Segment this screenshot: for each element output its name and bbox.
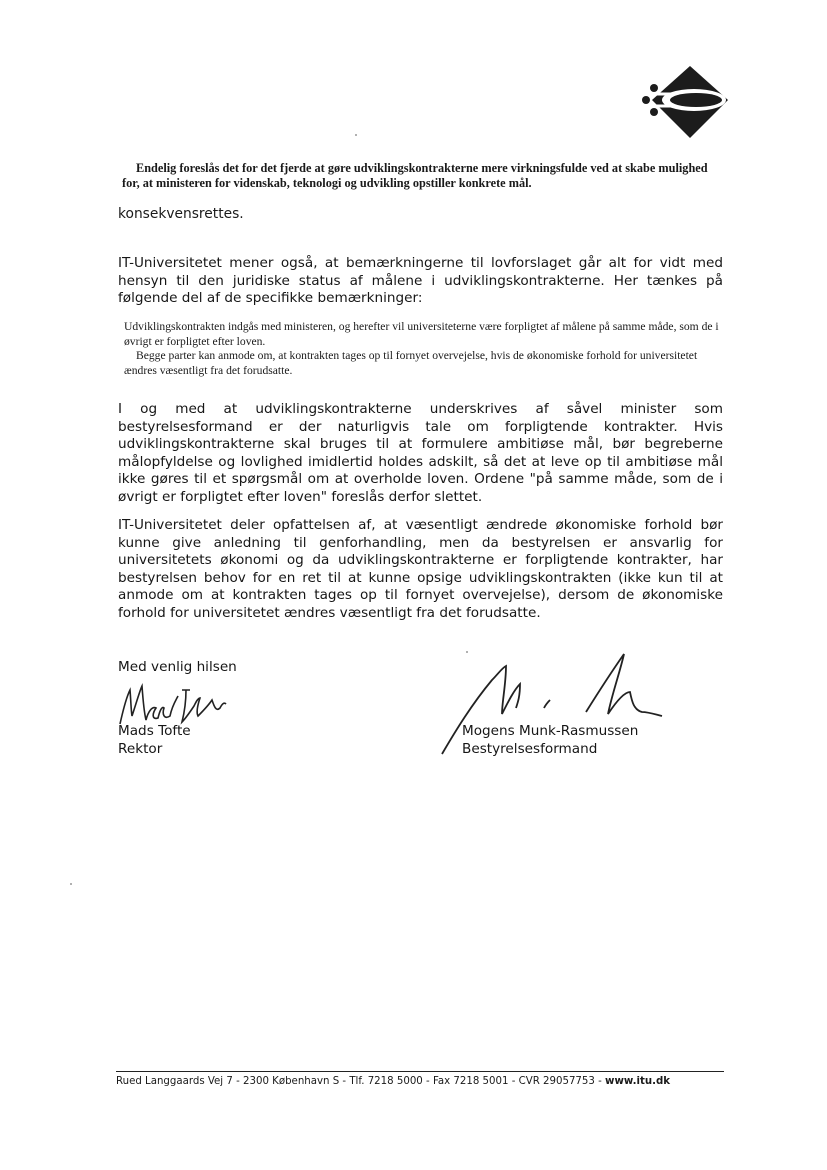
footer-divider xyxy=(116,1071,724,1072)
signatory-left-title: Rektor xyxy=(118,741,163,757)
scan-speck xyxy=(355,134,357,136)
paragraph-renegotiation: IT-Universitetet deler opfattelsen af, at væsentligt ændrede økonomiske forhold bør kunne give anledning til genforhandling, men da bestyrelsen er ansvarlig for universitetets økonomi og da udviklingskontrakterne er forpligtende kontrakter, har bestyrelsen behov for en ret til at kunne opsige udviklingskontrakten (ikke kun til at anmode om at kontrakten tages op til fornyet overvejelse), dersom de økonomiske forhold for universitetet ændres væsentligt fra det forudsatte. xyxy=(118,517,723,621)
paragraph-legal-status: IT-Universitetet mener også, at bemærkningerne til lovforslaget går alt for vidt med hensyn til den juridiske status af målene i udviklingskontrakterne. Her tænkes på følgende del af de specifikke bemærkninger: xyxy=(118,255,723,306)
quoted-remarks xyxy=(124,320,724,378)
signatory-right-title: Bestyrelsesformand xyxy=(462,741,598,757)
consequence-line: konsekvensrettes. xyxy=(118,206,244,222)
scan-speck xyxy=(466,651,468,653)
footer-website-link[interactable]: www.itu.dk xyxy=(605,1076,671,1087)
signatory-right xyxy=(462,722,638,758)
signatory-left-name: Mads Tofte xyxy=(118,723,191,739)
quote-line-1: Udviklingskontrakten indgås med ministeren, og herefter vil universiteterne være forpligtet af målene på samme måde, som de i øvrigt er forpligtet efter loven. xyxy=(124,320,719,348)
signatory-left xyxy=(118,722,191,758)
footer xyxy=(116,1076,724,1087)
quote-line-2: Begge parter kan anmode om, at kontrakten tages op til fornyet overvejelse, hvis de økonomiske forhold for universitetet ændres væsentligt fra det forudsatte. xyxy=(124,349,698,377)
footer-address: Rued Langgaards Vej 7 - 2300 København S - Tlf. 7218 5000 - Fax 7218 5001 - CVR 29057753 - xyxy=(116,1076,606,1087)
signatory-right-name: Mogens Munk-Rasmussen xyxy=(462,723,639,739)
closing-greeting: Med venlig hilsen xyxy=(118,659,237,675)
paragraph-binding-contracts: I og med at udviklingskontrakterne underskrives af såvel minister som bestyrelsesformand er der naturligvis tale om forpligtende kontrakter. Hvis udviklingskontrakterne skal bruges til at formulere ambitiøse mål, bør begreberne målopfyldelse og lovlighed imidlertid holdes adskilt, så det at leve op til ambitiøse mål ikke gøres til et spørgsmål om at overholde loven. Ordene "på samme måde, som de i øvrigt er forpligtet efter loven" foreslås derfor slettet. xyxy=(118,401,723,505)
itu-logo xyxy=(632,64,732,140)
scan-speck xyxy=(70,883,72,885)
intro-paragraph: Endelig foreslås det for det fjerde at gøre udviklingskontrakterne mere virkningsfulde ved at skabe mulighed for, at ministeren for videnskab, teknologi og udvikling opstiller konkrete mål. xyxy=(122,161,708,190)
